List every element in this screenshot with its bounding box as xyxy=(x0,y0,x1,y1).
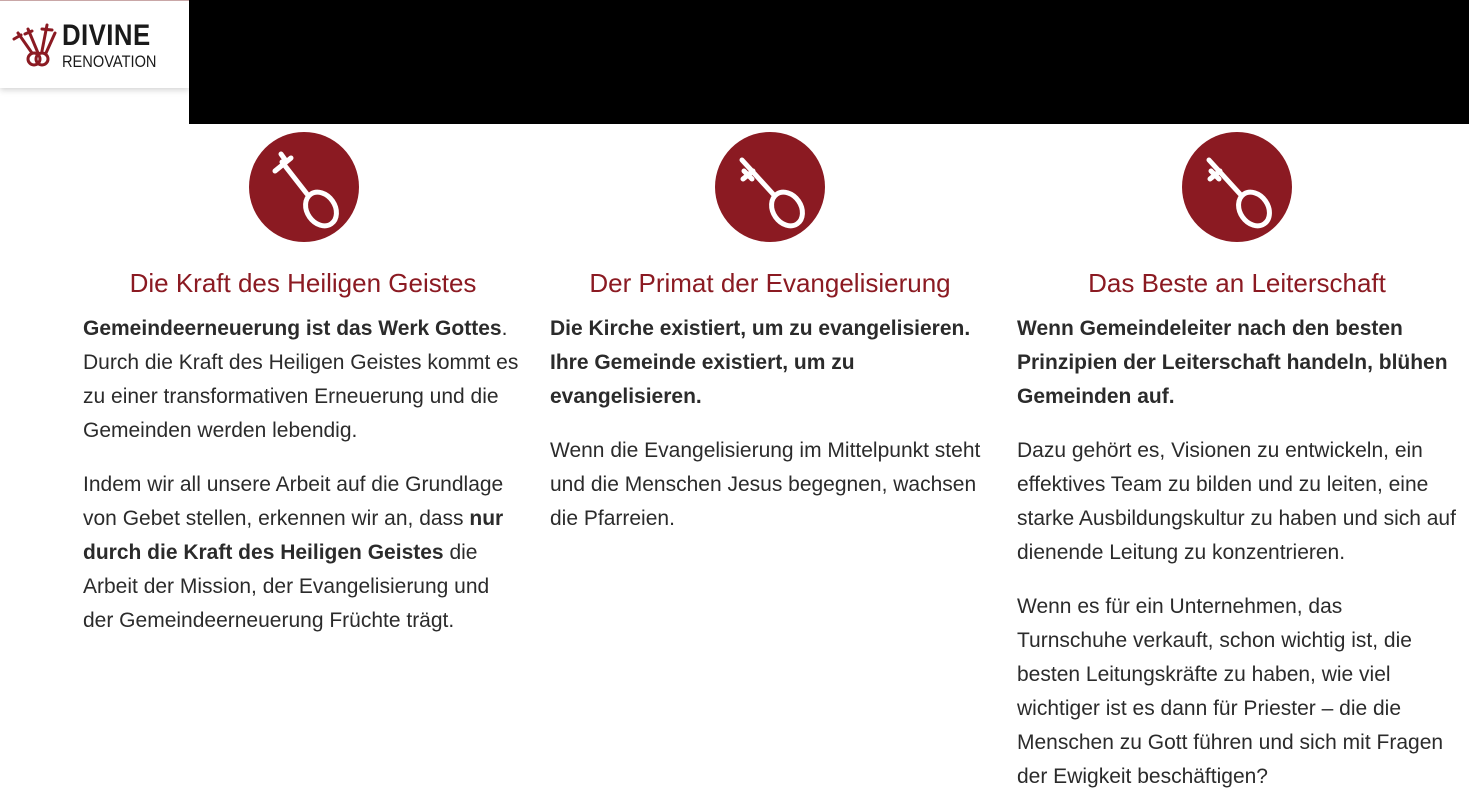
paragraph-emphasis: Gemeindeerneuerung ist das Werk Gottes xyxy=(83,317,502,340)
key-icon-badge xyxy=(249,132,359,242)
column-paragraph: Wenn es für ein Unternehmen, das Turnschuhe verkauft, schon wichtig ist, die besten Leitungskräfte zu haben, wie viel wichtiger ist es dann für Priester – die die Menschen zu Gott führen und sich mit Fragen der Ewigkeit beschäftigen? xyxy=(1017,595,1444,788)
site-logo[interactable] xyxy=(0,0,189,88)
paragraph-text: Indem wir all unsere Arbeit auf die Grundlage von Gebet stellen, erkennen wir an, dass xyxy=(83,473,504,530)
key-icon xyxy=(1182,132,1292,242)
paragraph-emphasis: nur durch die Kraft des Heiligen Geistes xyxy=(83,507,504,564)
column-title: Der Primat der Evangelisierung xyxy=(589,268,951,298)
key-icon-badge xyxy=(715,132,825,242)
column-paragraph: Wenn die Evangelisierung im Mittelpunkt steht und die Menschen Jesus begegnen, wachsen die Pfarreien. xyxy=(550,439,981,530)
column-title: Die Kraft des Heiligen Geistes xyxy=(129,268,477,298)
feature-column-holy-spirit xyxy=(83,132,523,638)
paragraph-text: . Durch die Kraft des Heiligen Geistes kommt es zu einer transformativen Erneuerung und die Gemeinden werden lebendig. xyxy=(83,317,519,442)
column-paragraph xyxy=(1017,312,1457,414)
key-icon-badge xyxy=(1182,132,1292,242)
logo-subtitle: RENOVATION xyxy=(62,52,157,71)
column-title: Das Beste an Leiterschaft xyxy=(1088,268,1386,298)
paragraph-emphasis: Die Kirche existiert, um zu evangelisieren. Ihre Gemeinde existiert, um zu evangelisieren. xyxy=(550,317,971,408)
feature-column-evangelization xyxy=(550,132,990,536)
feature-column-leadership xyxy=(1017,132,1457,794)
column-paragraph xyxy=(83,312,523,448)
keys-logo-icon xyxy=(12,19,60,71)
header-banner xyxy=(189,0,1469,124)
key-icon xyxy=(715,132,825,242)
paragraph-emphasis: Wenn Gemeindeleiter nach den besten Prinzipien der Leiterschaft handeln, blühen Gemeinden auf. xyxy=(1017,317,1448,408)
paragraph-text: die Arbeit der Mission, der Evangelisierung und der Gemeindeerneuerung Früchte trägt. xyxy=(83,541,490,632)
logo-title: DIVINE xyxy=(62,19,151,52)
column-paragraph: Dazu gehört es, Visionen zu entwickeln, ein effektives Team zu bilden und zu leiten, eine starke Ausbildungskultur zu haben und sich auf dienende Leitung zu konzentrieren. xyxy=(1017,439,1456,564)
column-paragraph xyxy=(83,468,523,638)
column-paragraph xyxy=(550,312,990,414)
key-icon xyxy=(249,132,359,242)
